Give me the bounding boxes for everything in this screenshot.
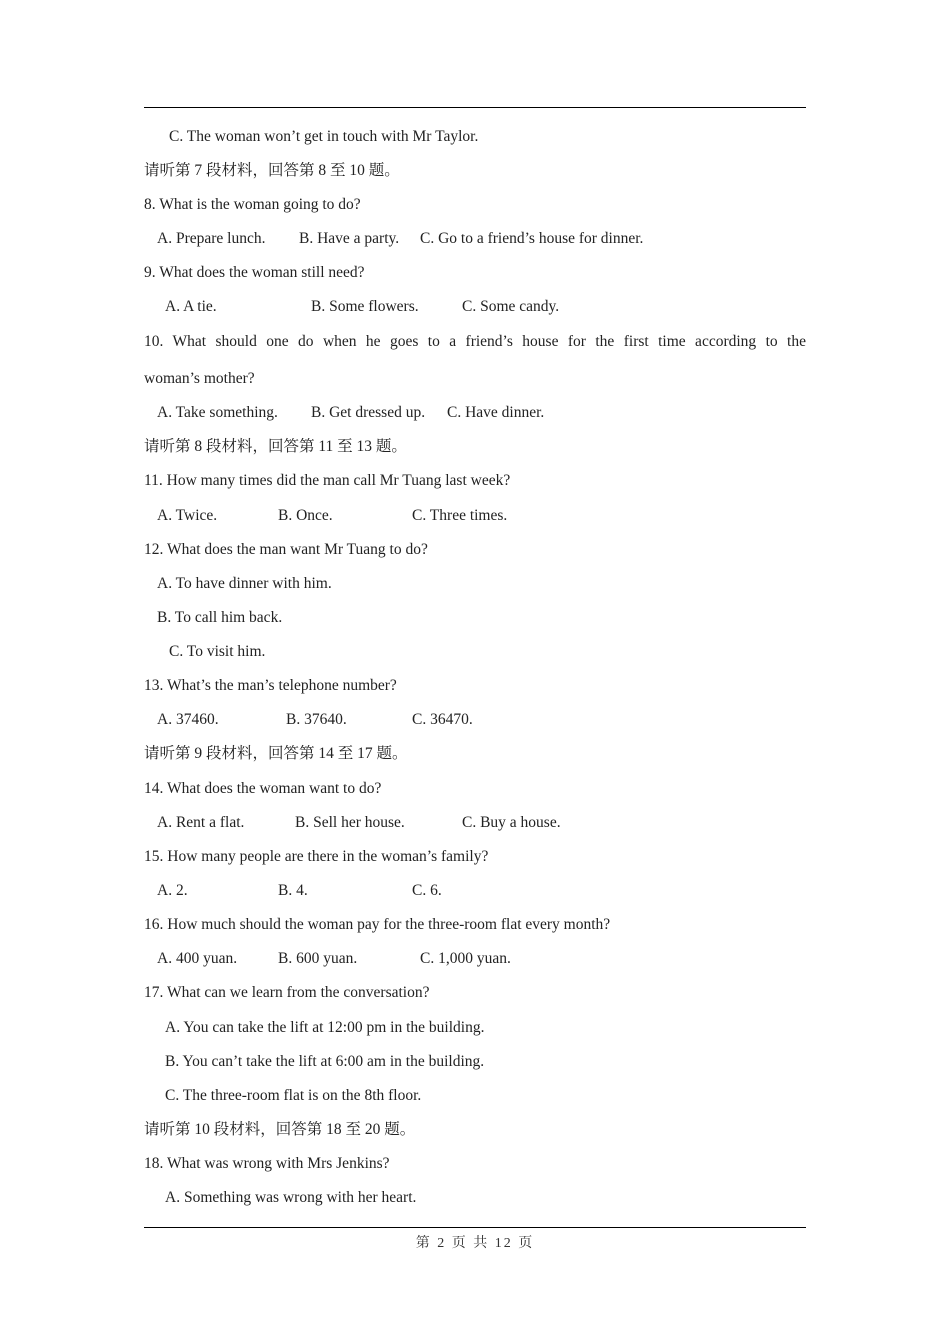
header-rule — [144, 107, 806, 108]
option-9a: A. A tie. — [165, 298, 217, 315]
footer-rule — [144, 1227, 806, 1228]
option-9c: C. Some candy. — [462, 298, 560, 315]
question-8: 8. What is the woman going to do? — [144, 196, 361, 213]
question-15: 15. How many people are there in the woman’s family? — [144, 848, 489, 865]
option-16b: B. 600 yuan. — [278, 950, 358, 967]
question-16: 16. How much should the woman pay for the three-room flat every month? — [144, 916, 611, 933]
option-8a: A. Prepare lunch. — [157, 230, 266, 247]
option-13c: C. 36470. — [412, 711, 473, 728]
question-10-line-2: woman’s mother? — [144, 370, 255, 387]
option-13b: B. 37640. — [286, 711, 347, 728]
section-8-heading: 请听第 8 段材料，回答第 11 至 13 题。 — [144, 438, 407, 455]
option-9b: B. Some flowers. — [311, 298, 419, 315]
question-9: 9. What does the woman still need? — [144, 264, 365, 281]
option-10b: B. Get dressed up. — [311, 404, 426, 421]
option-8c: C. Go to a friend’s house for dinner. — [420, 230, 644, 247]
option-17a: A. You can take the lift at 12:00 pm in the building. — [165, 1019, 485, 1036]
option-12c: C. To visit him. — [169, 643, 266, 660]
option-17b: B. You can’t take the lift at 6:00 am in the building. — [165, 1053, 485, 1070]
option-15a: A. 2. — [157, 882, 188, 899]
option-7c: C. The woman won’t get in touch with Mr Taylor. — [169, 128, 479, 145]
question-18: 18. What was wrong with Mrs Jenkins? — [144, 1155, 390, 1172]
option-14c: C. Buy a house. — [462, 814, 561, 831]
option-15b: B. 4. — [278, 882, 308, 899]
question-11: 11. How many times did the man call Mr Tuang last week? — [144, 472, 511, 489]
page-number: 第 2 页 共 12 页 — [415, 1236, 535, 1251]
option-10c: C. Have dinner. — [447, 404, 545, 421]
option-11c: C. Three times. — [412, 507, 508, 524]
option-16a: A. 400 yuan. — [157, 950, 238, 967]
option-12b: B. To call him back. — [157, 609, 283, 626]
question-10-line-1: 10. What should one do when he goes to a friend’s house for the first time according to the — [144, 333, 806, 350]
option-10a: A. Take something. — [157, 404, 278, 421]
option-15c: C. 6. — [412, 882, 442, 899]
section-9-heading: 请听第 9 段材料，回答第 14 至 17 题。 — [144, 745, 408, 762]
option-12a: A. To have dinner with him. — [157, 575, 332, 592]
option-8b: B. Have a party. — [299, 230, 400, 247]
option-17c: C. The three-room flat is on the 8th floor. — [165, 1087, 422, 1104]
option-13a: A. 37460. — [157, 711, 219, 728]
option-11a: A. Twice. — [157, 507, 218, 524]
option-11b: B. Once. — [278, 507, 333, 524]
question-12: 12. What does the man want Mr Tuang to do? — [144, 541, 428, 558]
option-16c: C. 1,000 yuan. — [420, 950, 511, 967]
section-10-heading: 请听第 10 段材料，回答第 18 至 20 题。 — [144, 1121, 416, 1138]
section-7-heading: 请听第 7 段材料，回答第 8 至 10 题。 — [144, 162, 400, 179]
option-18a: A. Something was wrong with her heart. — [165, 1189, 417, 1206]
question-14: 14. What does the woman want to do? — [144, 780, 382, 797]
question-13: 13. What’s the man’s telephone number? — [144, 677, 397, 694]
option-14b: B. Sell her house. — [295, 814, 405, 831]
question-17: 17. What can we learn from the conversation? — [144, 984, 430, 1001]
option-14a: A. Rent a flat. — [157, 814, 245, 831]
